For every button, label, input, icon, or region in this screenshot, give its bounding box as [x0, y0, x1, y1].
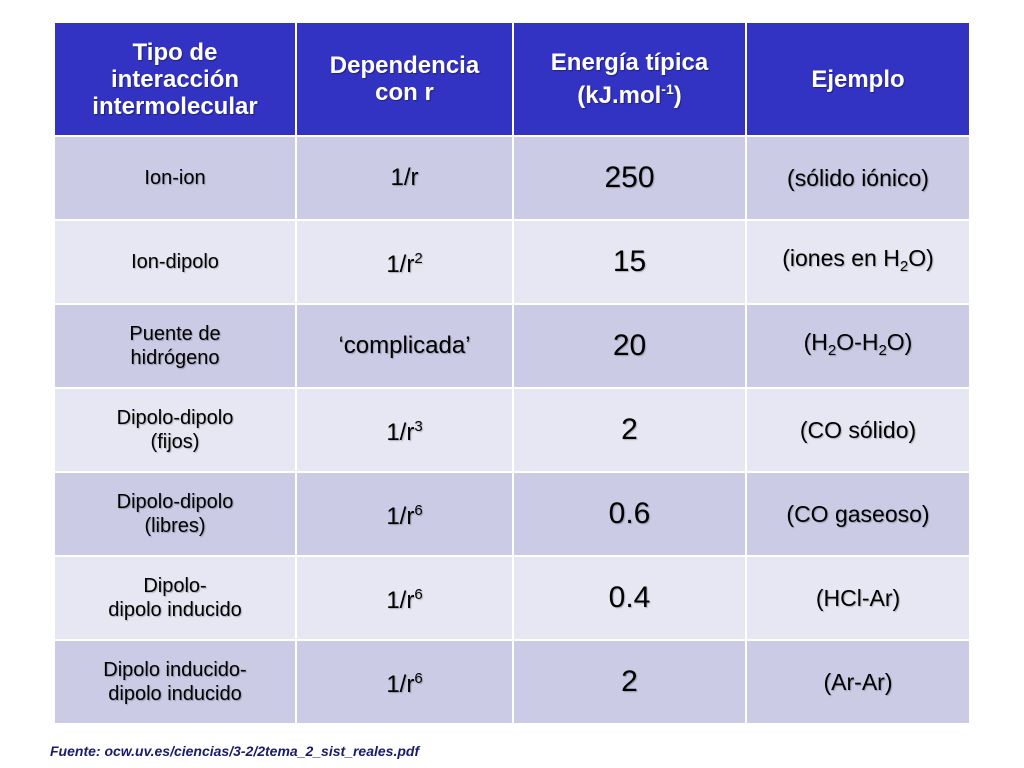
- header-type-line: Tipo de: [132, 38, 218, 66]
- example-text: (HCl-Ar): [815, 585, 901, 611]
- example-cell: [746, 640, 969, 723]
- example-cell: [746, 136, 969, 220]
- example-text: (H: [803, 328, 828, 355]
- interaction-type-cell: [55, 304, 296, 388]
- energy-value: 15: [612, 245, 647, 278]
- dependence-base: ‘complicada’: [338, 332, 471, 359]
- header-example-label: Ejemplo: [811, 65, 905, 93]
- table-row: [55, 472, 969, 556]
- energy-cell: [513, 388, 746, 472]
- interaction-type-line: (libres): [144, 515, 206, 537]
- interaction-type-cell: [55, 388, 296, 472]
- header-interaction-type: [55, 23, 296, 136]
- dependence-cell: [296, 304, 513, 388]
- interaction-type-line: dipolo inducido: [108, 683, 242, 705]
- dependence-base: 1/r: [386, 587, 415, 614]
- header-energy-exponent: -1: [661, 81, 674, 97]
- dependence-cell: [296, 556, 513, 640]
- interaction-type-cell: [55, 220, 296, 304]
- interaction-type-line: Dipolo-: [143, 575, 207, 597]
- header-dependence: [296, 23, 513, 136]
- example-cell: [746, 556, 969, 640]
- interaction-table: [55, 23, 969, 723]
- table-row: [55, 136, 969, 220]
- header-row: [55, 23, 969, 136]
- table-body: [55, 136, 969, 723]
- header-energy-line: Energía típica: [550, 49, 709, 76]
- dependence-cell: [296, 640, 513, 723]
- dependence-base: 1/r: [386, 251, 415, 278]
- energy-value: 250: [604, 161, 655, 194]
- interaction-type-line: Dipolo inducido-: [103, 659, 247, 681]
- example-text: (CO gaseoso): [786, 501, 930, 527]
- dependence-cell: [296, 136, 513, 220]
- example-subscript: 2: [827, 341, 837, 359]
- energy-value: 2: [621, 413, 638, 446]
- energy-cell: [513, 304, 746, 388]
- interaction-type-cell: [55, 640, 296, 723]
- interaction-type-cell: [55, 556, 296, 640]
- example-text: O): [908, 244, 934, 271]
- example-cell: [746, 220, 969, 304]
- example-text: O): [886, 328, 913, 355]
- energy-cell: [513, 220, 746, 304]
- energy-value: 20: [612, 329, 647, 362]
- interaction-type-line: Ion-dipolo: [131, 251, 219, 273]
- dependence-base: 1/r: [386, 503, 415, 530]
- header-type-line: intermolecular: [92, 92, 258, 120]
- header-energy-prefix: (kJ.mol: [577, 82, 662, 109]
- interaction-type-cell: [55, 136, 296, 220]
- table-row: [55, 304, 969, 388]
- interaction-type-line: Dipolo-dipolo: [116, 491, 234, 513]
- interaction-type-line: hidrógeno: [130, 347, 220, 369]
- example-cell: [746, 304, 969, 388]
- header-example: [746, 23, 969, 136]
- dependence-base: 1/r: [386, 419, 415, 446]
- table-row: [55, 556, 969, 640]
- header-dependence-line: con r: [375, 79, 434, 106]
- dependence-exponent: 6: [414, 502, 423, 519]
- energy-cell: [513, 556, 746, 640]
- dependence-exponent: 2: [414, 250, 423, 267]
- header-type-line: interacción: [110, 65, 240, 93]
- dependence-exponent: 6: [414, 586, 423, 603]
- energy-cell: [513, 136, 746, 220]
- energy-cell: [513, 472, 746, 556]
- example-cell: [746, 388, 969, 472]
- dependence-exponent: 3: [414, 418, 423, 435]
- dependence-cell: [296, 472, 513, 556]
- energy-value: 2: [621, 665, 638, 698]
- energy-value: 0.4: [608, 581, 651, 614]
- table-row: [55, 640, 969, 723]
- example-text: (Ar-Ar): [823, 669, 893, 695]
- table-row: [55, 220, 969, 304]
- interaction-type-cell: [55, 472, 296, 556]
- example-text: (CO sólido): [799, 417, 917, 443]
- example-cell: [746, 472, 969, 556]
- header-energy-suffix: ): [673, 82, 682, 109]
- dependence-exponent: 6: [414, 670, 423, 687]
- interaction-type-line: (fijos): [150, 431, 200, 453]
- example-text: (iones en H: [782, 244, 900, 271]
- energy-value: 0.6: [608, 497, 651, 530]
- table-row: [55, 388, 969, 472]
- example-text: (sólido iónico): [787, 165, 929, 191]
- dependence-cell: [296, 388, 513, 472]
- dependence-cell: [296, 220, 513, 304]
- example-text: O-H: [836, 328, 879, 355]
- interaction-type-line: Dipolo-dipolo: [116, 407, 234, 429]
- source-citation: Fuente: ocw.uv.es/ciencias/3-2/2tema_2_sist_reales.pdf: [50, 743, 420, 759]
- dependence-base: 1/r: [386, 671, 415, 698]
- header-energy: [513, 23, 746, 136]
- dependence-base: 1/r: [390, 164, 419, 191]
- example-subscript: 2: [899, 257, 909, 275]
- interaction-type-line: dipolo inducido: [108, 599, 242, 621]
- energy-cell: [513, 640, 746, 723]
- header-dependence-line: Dependencia: [329, 52, 480, 79]
- interaction-type-line: Puente de: [129, 323, 221, 345]
- example-subscript: 2: [878, 341, 887, 359]
- interaction-type-line: Ion-ion: [144, 167, 206, 189]
